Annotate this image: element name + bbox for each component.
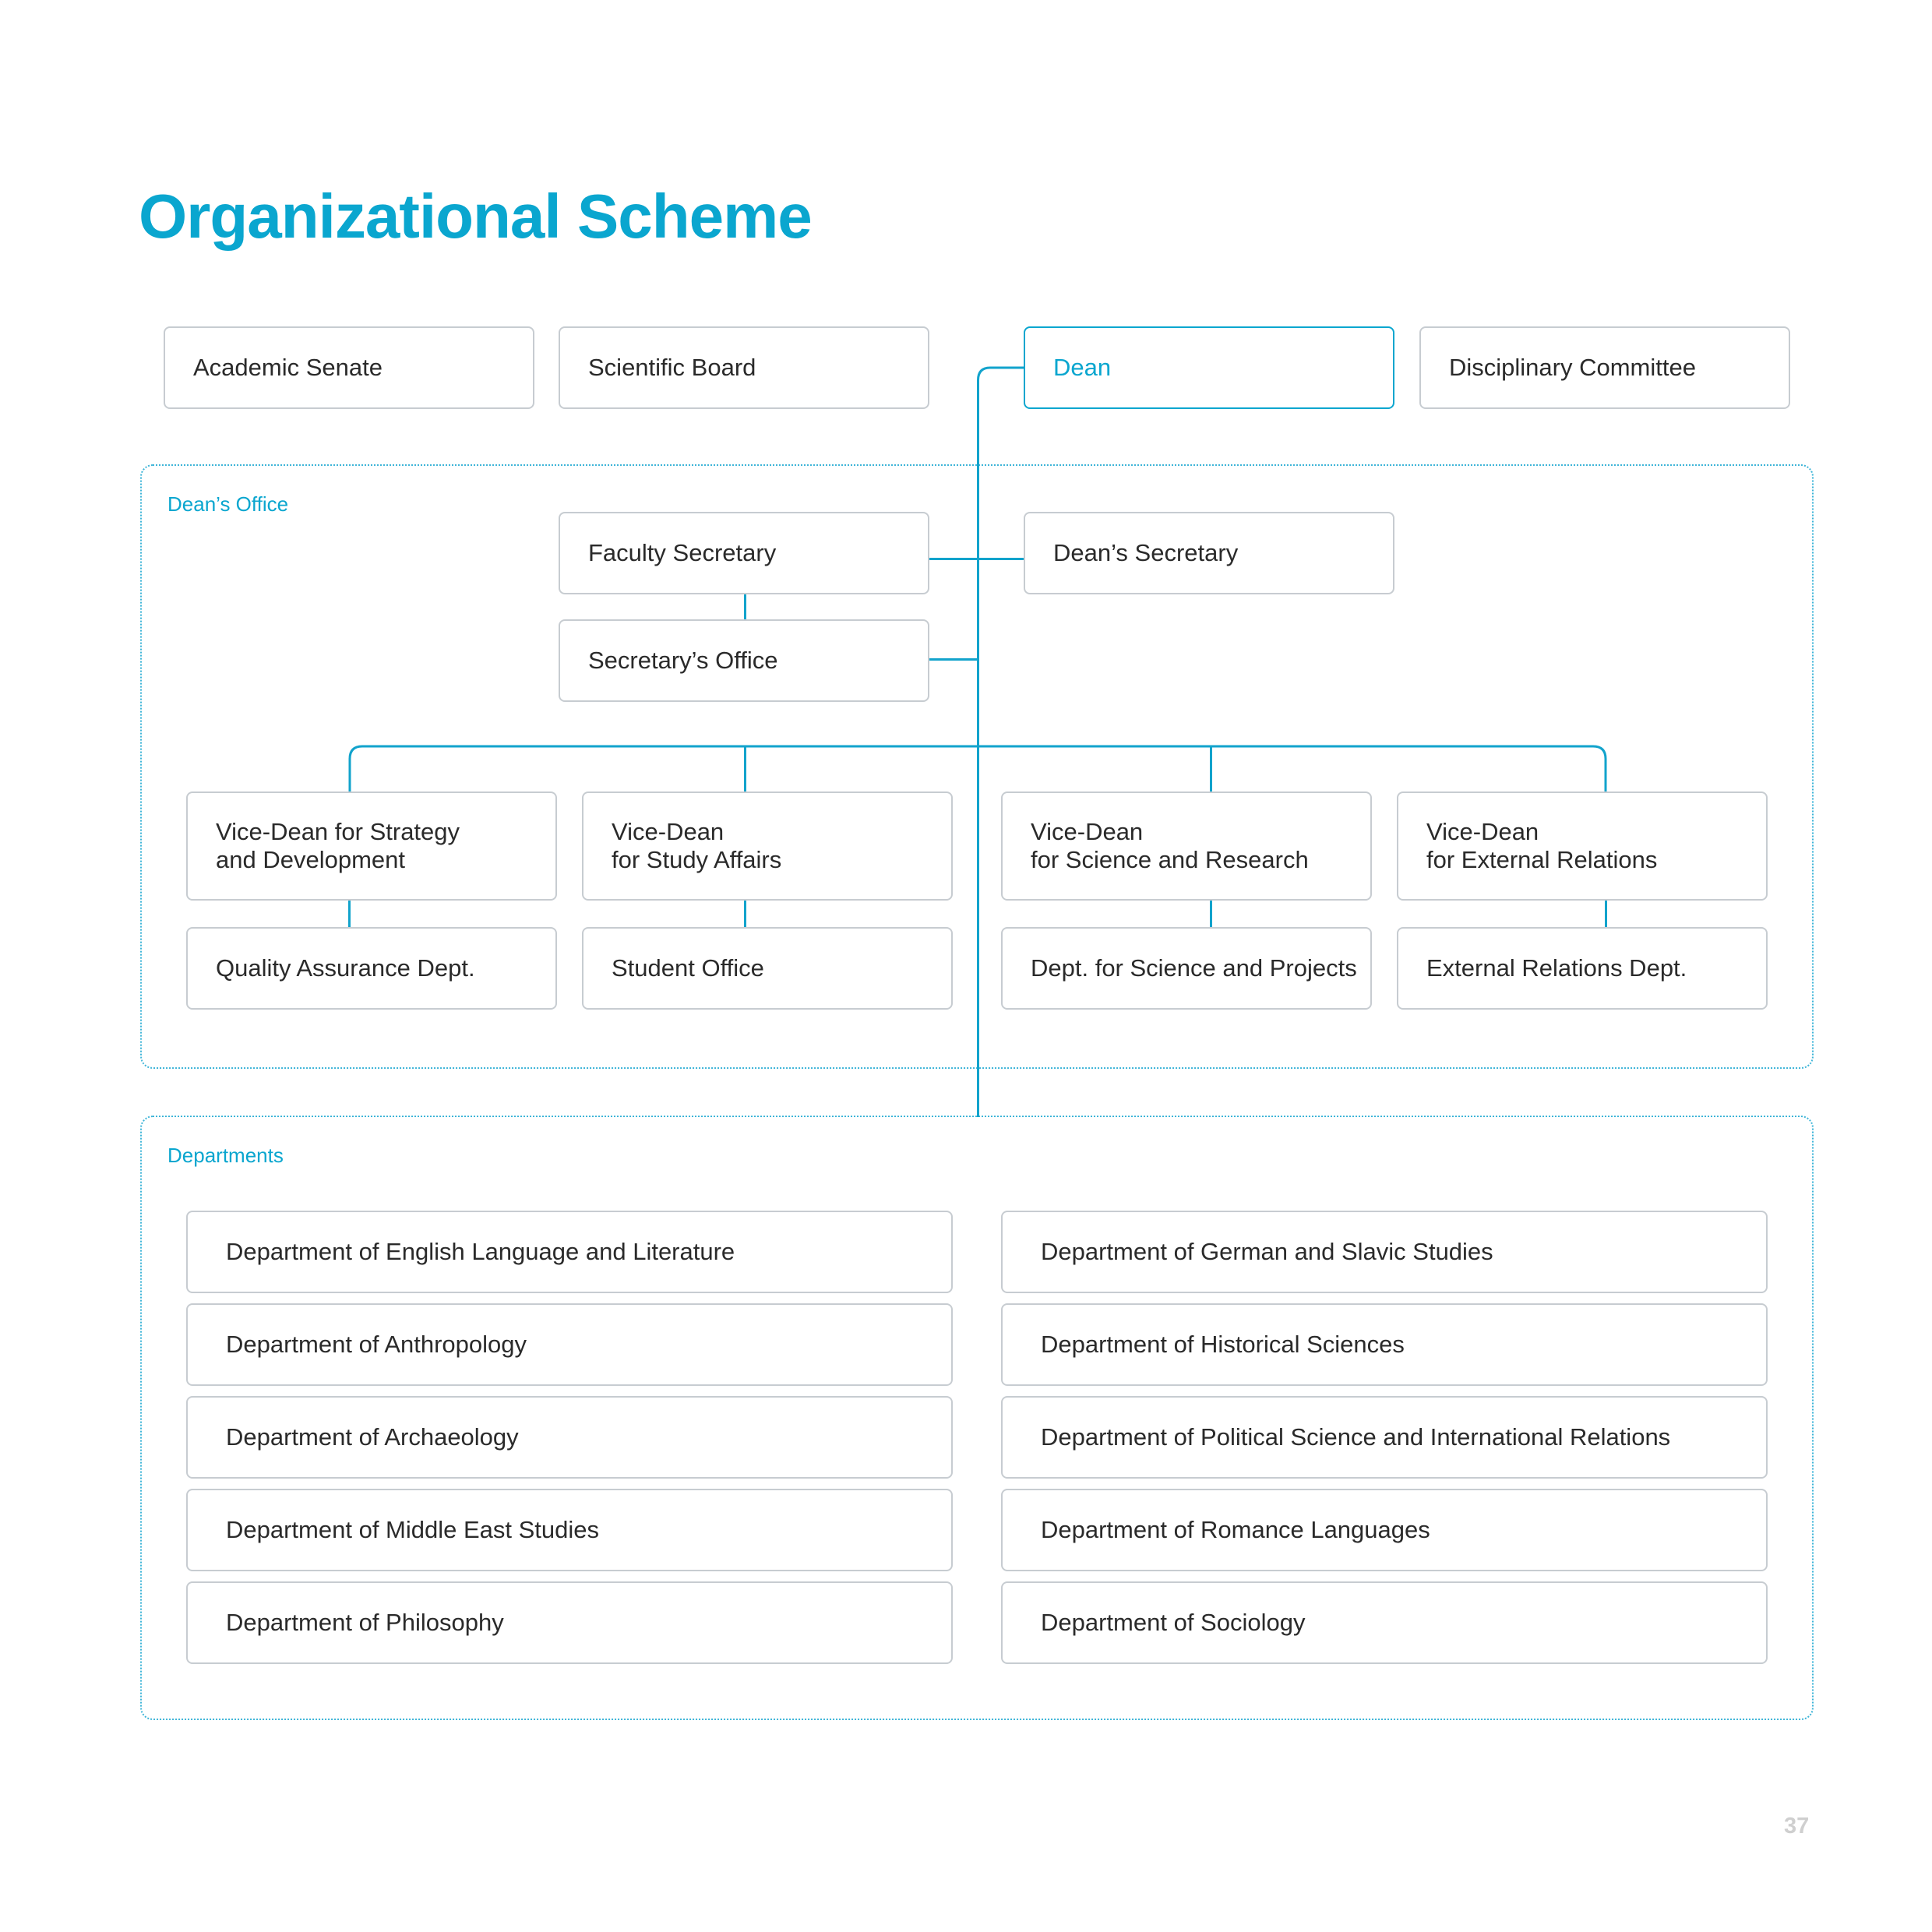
vice-dean-strategy-text	[216, 818, 460, 874]
vice-dean-external-line2: for External Relations	[1426, 846, 1658, 873]
department-label: Department of Middle East Studies	[226, 1516, 600, 1543]
vice-dean-science-line2: for Science and Research	[1031, 846, 1309, 873]
student-office-label: Student Office	[612, 954, 764, 982]
department-item	[186, 1211, 953, 1293]
department-label: Department of English Language and Literature	[226, 1238, 735, 1265]
vice-dean-2-unit-connector	[744, 901, 746, 927]
secretarys-office-box	[559, 619, 929, 702]
deans-secretary-label: Dean’s Secretary	[1053, 539, 1239, 566]
quality-assurance-label: Quality Assurance Dept.	[216, 954, 475, 982]
department-item	[1001, 1581, 1768, 1664]
department-item	[186, 1581, 953, 1664]
vice-dean-strategy-line2: and Development	[216, 846, 405, 873]
vice-dean-study-line2: for Study Affairs	[612, 846, 782, 873]
vice-dean-1-unit-connector	[348, 901, 351, 927]
scientific-board-label: Scientific Board	[588, 354, 756, 381]
department-label: Department of Anthropology	[226, 1331, 527, 1358]
vice-dean-external-line1: Vice-Dean	[1426, 818, 1539, 845]
vice-dean-study-box	[582, 791, 953, 901]
academic-senate-label: Academic Senate	[193, 354, 383, 381]
science-projects-box	[1001, 927, 1372, 1010]
vice-dean-2-drop	[744, 746, 746, 791]
department-label: Department of Archaeology	[226, 1423, 519, 1451]
department-item	[1001, 1489, 1768, 1571]
departments-label: Departments	[167, 1144, 284, 1167]
department-item	[186, 1303, 953, 1386]
faculty-secretary-box	[559, 512, 929, 594]
faculty-secretary-connector	[929, 558, 1024, 560]
secretarys-office-label: Secretary’s Office	[588, 647, 778, 674]
external-relations-box	[1397, 927, 1768, 1010]
department-item	[186, 1489, 953, 1571]
faculty-secretary-label: Faculty Secretary	[588, 539, 777, 566]
vice-dean-science-box	[1001, 791, 1372, 901]
academic-senate-box	[164, 326, 534, 409]
vice-dean-bus-right-curve	[978, 746, 1606, 791]
vice-dean-science-line1: Vice-Dean	[1031, 818, 1144, 845]
department-label: Department of Historical Sciences	[1041, 1331, 1405, 1358]
faculty-to-office-connector	[744, 594, 746, 619]
vice-dean-bus-left-curve	[350, 746, 978, 791]
science-projects-label: Dept. for Science and Projects	[1031, 954, 1357, 982]
disciplinary-committee-box	[1419, 326, 1790, 409]
disciplinary-committee-label: Disciplinary Committee	[1449, 354, 1696, 381]
vice-dean-external-box	[1397, 791, 1768, 901]
vice-dean-3-unit-connector	[1210, 901, 1212, 927]
page-number: 37	[1784, 1814, 1810, 1839]
vice-dean-4-unit-connector	[1605, 901, 1607, 927]
vice-dean-strategy-line1: Vice-Dean for Strategy	[216, 818, 460, 845]
department-label: Department of Sociology	[1041, 1609, 1306, 1636]
department-item	[1001, 1303, 1768, 1386]
deans-secretary-box	[1024, 512, 1394, 594]
vice-dean-3-drop	[1210, 746, 1212, 791]
department-label: Department of Political Science and International Relations	[1041, 1423, 1671, 1451]
external-relations-label: External Relations Dept.	[1426, 954, 1687, 982]
vice-dean-science-text	[1031, 818, 1309, 874]
department-item	[1001, 1211, 1768, 1293]
secretarys-office-connector	[929, 658, 978, 661]
department-label: Department of German and Slavic Studies	[1041, 1238, 1493, 1265]
department-item	[186, 1396, 953, 1479]
vice-dean-strategy-box	[186, 791, 557, 901]
dean-label: Dean	[1053, 354, 1112, 381]
vice-dean-study-text	[612, 818, 781, 874]
department-label: Department of Philosophy	[226, 1609, 504, 1636]
vice-dean-study-line1: Vice-Dean	[612, 818, 724, 845]
vice-dean-external-text	[1426, 818, 1657, 874]
department-item	[1001, 1396, 1768, 1479]
scientific-board-box	[559, 326, 929, 409]
student-office-box	[582, 927, 953, 1010]
quality-assurance-box	[186, 927, 557, 1010]
dean-box	[1024, 326, 1394, 409]
department-label: Department of Romance Languages	[1041, 1516, 1430, 1543]
deans-office-label: Dean’s Office	[167, 492, 289, 516]
page-title: Organizational Scheme	[139, 182, 812, 251]
